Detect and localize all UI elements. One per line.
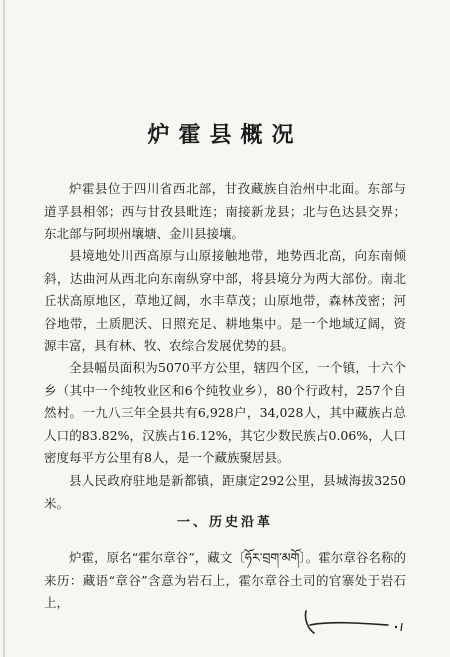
- paragraph-terrain: 县境地处川西高原与山原接触地带，地势西北高，向东南倾斜，达曲河从西北向东南纵穿中部，将县境分为两大部份。南北丘状高原地区，草地辽阔，水丰草茂；山原地带，森林茂密；河谷地带，土质肥沃、日照充足、耕地集中。是一个地域辽阔，资源丰富，具有林、牧、农综合发展优势的县。: [44, 248, 406, 353]
- page-title: 炉霍县概况: [147, 122, 303, 148]
- section-heading: 一、历史沿革: [176, 515, 273, 530]
- paragraph-history: 炉霍，原名“霍尔章谷”，藏文〔ཧོར་བྲག་མགོ〕。霍尔章谷名称的来历：藏语“章谷”含意为岩石上，霍尔章谷土司的官寨处于岩石上，: [44, 550, 406, 610]
- paragraph-location: 炉霍县位于四川省西北部，甘孜藏族自治州中北面。东部与道孚县相邻；西与甘孜县毗连；南接新龙县；北与色达县交界；东北部与阿坝州壤塘、金川县接壤。: [44, 181, 406, 241]
- handwritten-mark: [300, 603, 410, 639]
- paragraph-seat: 县人民政府驻地是新都镇，距康定292公里，县城海拔3250米。: [44, 473, 406, 511]
- page-edge: [3, 0, 5, 657]
- paragraph-population: 全县幅员面积为5070平方公里，辖四个区，一个镇，十六个乡（其中一个纯牧业区和6个纯牧业乡），80个行政村，257个自然村。一九八三年全县共有6,928户，34,028人，其中藏族占总人口的83.82%，汉族占16.12%，其它少数民族占0.06%，人口密度每平方公里有8人，是一个藏族聚居县。: [44, 360, 406, 465]
